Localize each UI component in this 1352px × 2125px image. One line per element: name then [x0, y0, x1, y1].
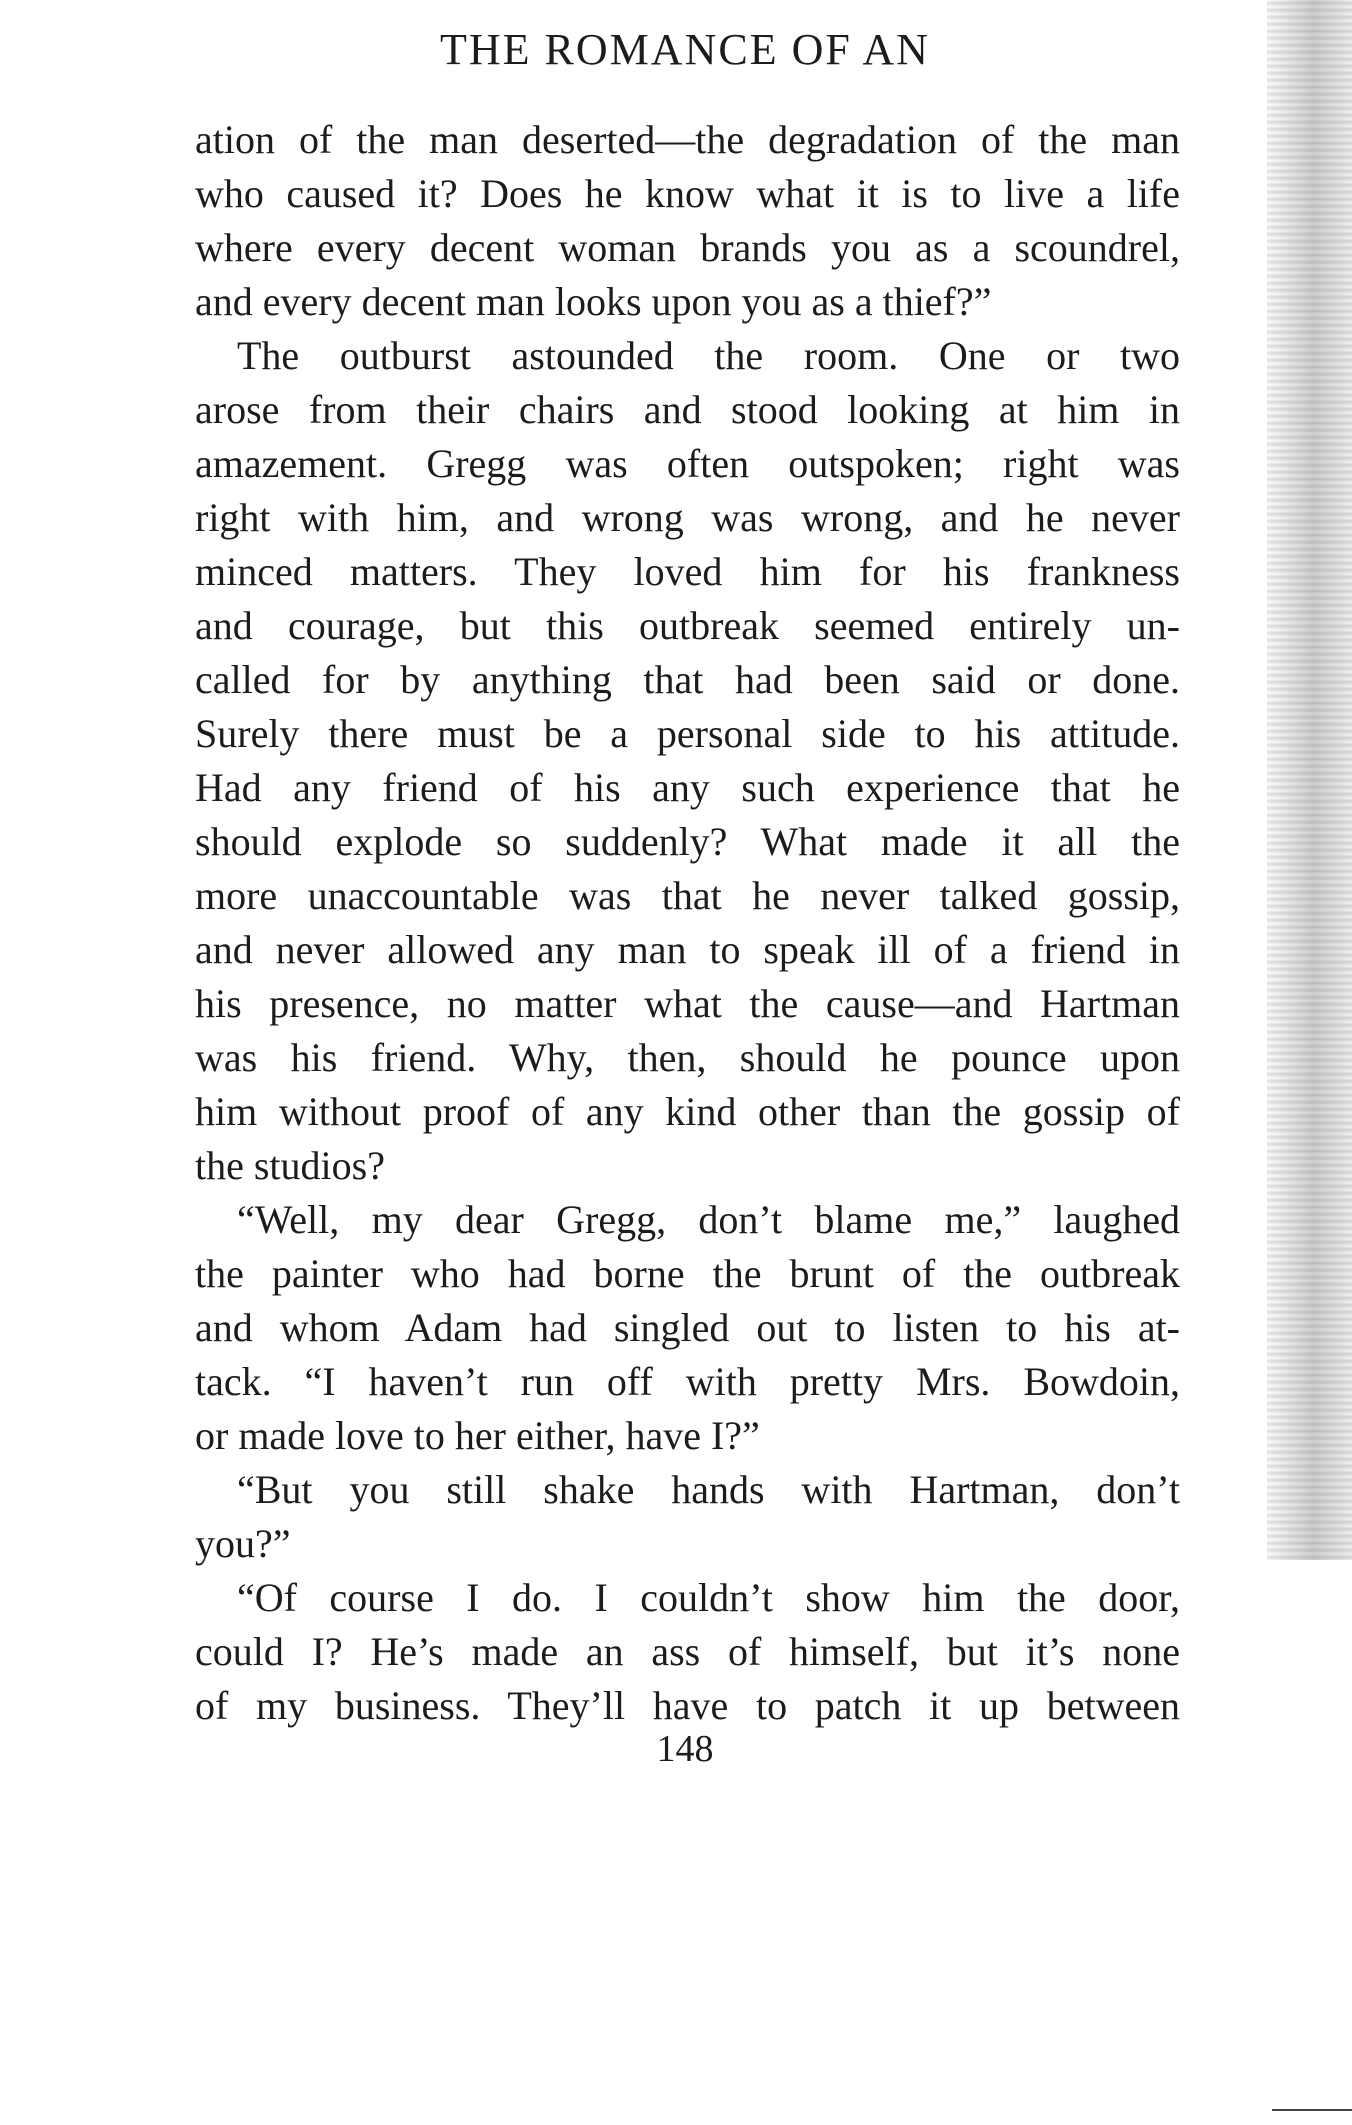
text-line: ation of the man deserted—the degradation of the man: [195, 117, 1180, 162]
text-line: was his friend. Why, then, should he pounce upon: [195, 1035, 1180, 1080]
text-line: arose from their chairs and stood looking at him in: [195, 387, 1180, 432]
scan-edge-rule: [1272, 2109, 1352, 2111]
text-line: right with him, and wrong was wrong, and he never: [195, 495, 1180, 540]
page-number: 148: [656, 1728, 714, 1770]
text-line: the studios?: [195, 1143, 385, 1188]
text-line: him without proof of any kind other than the gossip of: [195, 1089, 1180, 1134]
text-line: should explode so suddenly? What made it all the: [195, 819, 1180, 864]
text-line: Had any friend of his any such experience that he: [195, 765, 1180, 810]
body-text: [195, 113, 1180, 1733]
binding-gutter-shadow: [1267, 0, 1352, 1560]
text-line: and whom Adam had singled out to listen to his at-: [195, 1305, 1180, 1350]
text-line: minced matters. They loved him for his frankness: [195, 549, 1180, 594]
text-line: of my business. They’ll have to patch it up between: [195, 1683, 1180, 1728]
text-line: who caused it? Does he know what it is to live a life: [195, 171, 1180, 216]
text-line: where every decent woman brands you as a scoundrel,: [195, 225, 1180, 270]
text-line: tack. “I haven’t run off with pretty Mrs. Bowdoin,: [195, 1359, 1180, 1404]
text-line: and every decent man looks upon you as a thief?”: [195, 279, 992, 324]
text-line: his presence, no matter what the cause—and Hartman: [195, 981, 1180, 1026]
text-line: more unaccountable was that he never talked gossip,: [195, 873, 1180, 918]
text-line: and courage, but this outbreak seemed entirely un-: [195, 603, 1180, 648]
text-line: you?”: [195, 1521, 291, 1566]
text-line: could I? He’s made an ass of himself, but it’s none: [195, 1629, 1180, 1674]
text-line: or made love to her either, have I?”: [195, 1413, 760, 1458]
text-line: “Of course I do. I couldn’t show him the door,: [237, 1575, 1180, 1620]
running-head: THE ROMANCE OF AN: [440, 25, 930, 74]
text-line: and never allowed any man to speak ill of a friend in: [195, 927, 1180, 972]
text-line: The outburst astounded the room. One or two: [237, 333, 1180, 378]
text-line: “But you still shake hands with Hartman, don’t: [237, 1467, 1180, 1512]
text-line: amazement. Gregg was often outspoken; right was: [195, 441, 1180, 486]
text-line: the painter who had borne the brunt of the outbreak: [195, 1251, 1180, 1296]
text-line: “Well, my dear Gregg, don’t blame me,” laughed: [237, 1197, 1180, 1242]
text-line: called for by anything that had been said or done.: [195, 657, 1180, 702]
text-line: Surely there must be a personal side to his attitude.: [195, 711, 1180, 756]
